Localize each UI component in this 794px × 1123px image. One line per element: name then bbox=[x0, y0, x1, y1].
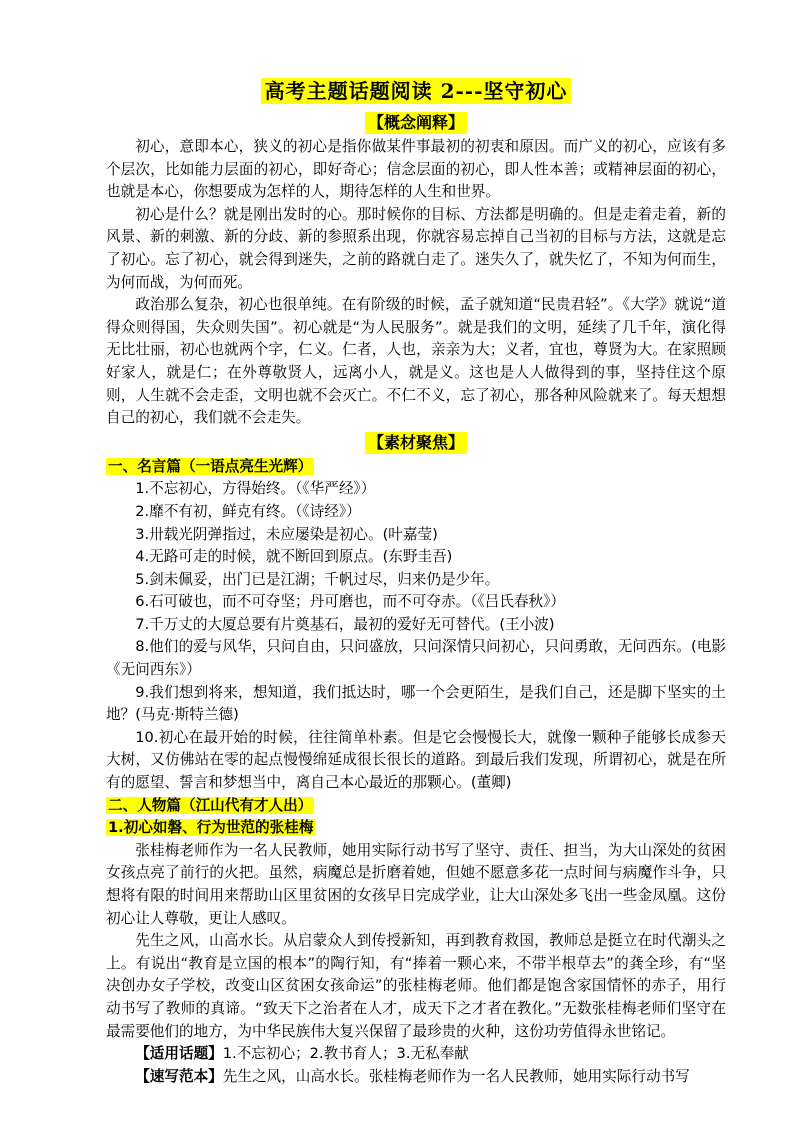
quote-item: 9.我们想到将来，想知道，我们抵达时，哪一个会更陌生，是我们自己，还是脚下坚实的土地？(马克·斯特兰德) bbox=[106, 683, 726, 724]
concept-heading: 【概念阐释】 bbox=[106, 112, 726, 134]
document-page bbox=[106, 78, 726, 1088]
topics-line bbox=[106, 1043, 726, 1066]
quote-item: 3.卅载光阴弹指过，未应屡染是初心。(叶嘉莹) bbox=[135, 525, 438, 543]
quote-item: 6.石可破也，而不可夺坚；丹可磨也，而不可夺赤。（《吕氏春秋》） bbox=[135, 593, 566, 611]
quotes-section-heading: 一、名言篇（一语点亮生光辉） bbox=[108, 457, 313, 475]
quote-item: 1.不忘初心，方得始终。（《华严经》） bbox=[135, 480, 376, 498]
person-paragraph: 张桂梅老师作为一名人民教师，她用实际行动书写了坚守、责任、担当，为大山深处的贫困女孩点亮了前行的火把。虽然，病魔总是折磨着她，但她不愿意多花一点时间与病魔作斗争，只想将有限的时间用来帮助山区里贫困的女孩早日完成学业，让大山深处多飞出一些金凤凰。这份初心让人尊敬，更让人感叹。 bbox=[106, 841, 726, 927]
quote-item: 7.千万丈的大厦总要有片奠基石，最初的爱好无可替代。(王小波) bbox=[135, 615, 555, 633]
topics-label: 【适用话题】 bbox=[135, 1045, 223, 1063]
person-title: 1.初心如磐、行为世范的张桂梅 bbox=[108, 819, 314, 837]
quote-item: 2.靡不有初，鲜克有终。（《诗经》） bbox=[135, 502, 361, 520]
people-section-heading: 二、人物篇（江山代有才人出） bbox=[108, 796, 313, 814]
title-text: 高考主题话题阅读 2---坚守初心 bbox=[261, 78, 572, 104]
sample-text: 先生之风，山高水长。张桂梅老师作为一名人民教师，她用实际行动书写 bbox=[222, 1067, 690, 1085]
sample-label: 【速写范本】 bbox=[135, 1067, 223, 1085]
sample-line bbox=[106, 1066, 726, 1089]
concept-paragraph: 初心是什么？就是刚出发时的心。那时候你的目标、方法都是明确的。但是走着走着，新的风景、新的刺激、新的分歧、新的参照系出现，你就容易忘掉自己当初的目标与方法，这就是忘了初心。忘了初心，就会得到迷失，之前的路就白走了。迷失久了，就失忆了，不知为何而生，为何而战，为何而死。 bbox=[106, 205, 726, 291]
quote-item: 4.无路可走的时候，就不断回到原点。(东野圭吾) bbox=[135, 548, 453, 566]
quote-item: 5.剑未佩妥，出门已是江湖；千帆过尽，归来仍是少年。 bbox=[135, 570, 500, 588]
quote-item: 10.初心在最开始的时候，往往简单朴素。但是它会慢慢长大，就像一颗种子能够长成参天大树，又仿佛站在零的起点慢慢绵延成很长很长的道路。到最后我们发现，所谓初心，就是在所有的愿望、誓言和梦想当中，离自己本心最近的那颗心。(董卿) bbox=[106, 728, 726, 792]
quote-item: 8.他们的爱与风华，只问自由，只问盛放，只问深情只问初心，只问勇敢，无问西东。(电影《无问西东》） bbox=[106, 638, 726, 679]
document-title bbox=[106, 78, 726, 104]
concept-paragraph: 政治那么复杂，初心也很单纯。在有阶级的时候，孟子就知道“民贵君轻”。《大学》就说“道得众则得国，失众则失国”。初心就是“为人民服务”。就是我们的文明，延续了几千年，演化得无比壮丽，初心也就两个字，仁义。仁者，人也，亲亲为大；义者，宜也，尊贤为大。在家照顾好家人，就是仁；在外尊敬贤人，远离小人，就是义。这也是人人做得到的事，坚持住这个原则，人生就不会走歪，文明也就不会灭亡。不仁不义，忘了初心，那各种风险就来了。每天想想自己的初心，我们就不会走失。 bbox=[106, 296, 726, 427]
person-paragraph: 先生之风，山高水长。从启蒙众人到传授新知，再到教育救国，教师总是挺立在时代潮头之上。有说出“教育是立国的根本”的陶行知，有“捧着一颗心来，不带半根草去”的龚全珍，有“坚决创办女子学校，改变山区贫困女孩命运”的张桂梅老师。他们都是饱含家国情怀的赤子，用行动书写了教师的真谛。“致天下之治者在人才，成天下之才者在教化。”无数张桂梅老师们坚守在最需要他们的地方，为中华民族伟大复兴保留了最珍贵的火种，这份功劳值得永世铭记。 bbox=[106, 932, 726, 1040]
material-heading: 【素材聚焦】 bbox=[106, 432, 726, 454]
concept-paragraph: 初心，意即本心，狭义的初心是指你做某件事最初的初衷和原因。而广义的初心，应该有多个层次，比如能力层面的初心，即好奇心；信念层面的初心，即人性本善；或精神层面的初心，也就是本心，你想要成为怎样的人，期待怎样的人生和世界。 bbox=[106, 138, 726, 201]
topics-text: 1.不忘初心；2.教书育人；3.无私奉献 bbox=[222, 1045, 469, 1063]
